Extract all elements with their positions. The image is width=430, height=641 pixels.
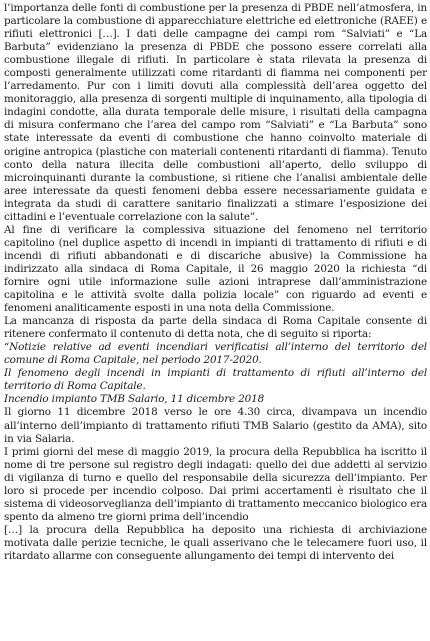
paragraph-fire-event: Il giorno 11 dicembre 2018 verso le ore 4.30 circa, divampava un incendio all’interno dell’impianto di trattamento rifiuti TMB Salario (gestito da AMA), sito in via Salaria. [4,406,427,445]
paragraph-commission-request: Al fine di verificare la complessiva situazione del fenomeno nel territorio capitolino (nel duplice aspetto di incendi in impianti di trattamento di rifiuti e di incendi di rifiuti abbandonati e di discariche abusive) la Commissione ha indirizzato alla sindaca di Roma Capitale, il 26 maggio 2020 la richiesta “di fornire ogni utile informazione sulle azioni intraprese dall’amministrazione capitolina e le attività svolte dalla polizia locale” con riguardo ad eventi e fenomeni analiticamente esposti in una nota della Commissione. [4,223,427,315]
paragraph-investigation: I primi giorni del mese di maggio 2019, la procura della Repubblica ha iscritto il nome di tre persone sul registro degli indagati: quello dei due addetti al servizio di vigilanza di turno e quello del responsabile della sicurezza dell’impianto. Per loro si procede per incendio colposo. Dai primi accertamenti è risultato che il sistema di videosorveglianza dell’impianto di trattamento meccanico biologico era spento da almeno tre giorni prima dell’incendio [4,445,427,523]
quote-notizie-incendi: “Notizie relative ad eventi incendiari verificatisi all’interno del territorio del comune di Roma Capitale, nel periodo 2017-2020. [4,341,427,367]
quote-fenomeno-incendi: Il fenomeno degli incendi in impianti di trattamento di rifiuti all’interno del territorio di Roma Capitale. [4,367,427,393]
paragraph-archiviazione: […] la procura della Repubblica ha deposito una richiesta di archiviazione motivata dalle perizie tecniche, le quali asserivano che le telecamere fuori uso, il ritardato allarme con conseguente allungamento dei tempi di intervento dei [4,523,427,562]
paragraph-pbde-combustion: l’importanza delle fonti di combustione per la presenza di PBDE nell’atmosfera, in particolare la combustione di apparecchiature elettriche ed elettroniche (RAEE) e rifiuti elettronici […]. I dati delle campagne dei campi rom “Salviati” e “La Barbuta” evidenziano la presenza di PBDE che possono essere correlati alla combustione illegale di rifiuti. In particolare è stata rilevata la presenza di composti generalmente utilizzati come ritardanti di fiamma nei componenti per l’arredamento. Pur con i limiti dovuti alla complessità dell’area oggetto del monitoraggio, alla presenza di sorgenti multiple di inquinamento, alla tipologia di indagini condotte, alla durata temporale delle misure, i risultati della campagna di misura confermano che l’area del campo rom “Salviati” e “La Barbuta” sono state interessate da eventi di combustione che hanno coinvolto materiale di origine antropica (plastiche con materiali contenenti ritardanti di fiamma). Tenuto conto della natura illecita delle combustioni all’aperto, dello sviluppo di microinquinanti durante la combustione, si ritiene che l’analisi ambientale delle aree interessate da questi fenomeni debba essere necessariamente guidata e integrata da studi di carattere sanitario finalizzati a stimare l’esposizione dei cittadini e l’eventuale correlazione con la salute”. [4,2,427,223]
paragraph-missing-response: La mancanza di risposta da parte della sindaca di Roma Capitale consente di ritenere confermato il contenuto di detta nota, che di seguito si riporta: [4,315,427,341]
quote-heading-tmb-salario: Incendio impianto TMB Salario, 11 dicembre 2018 [4,393,265,406]
